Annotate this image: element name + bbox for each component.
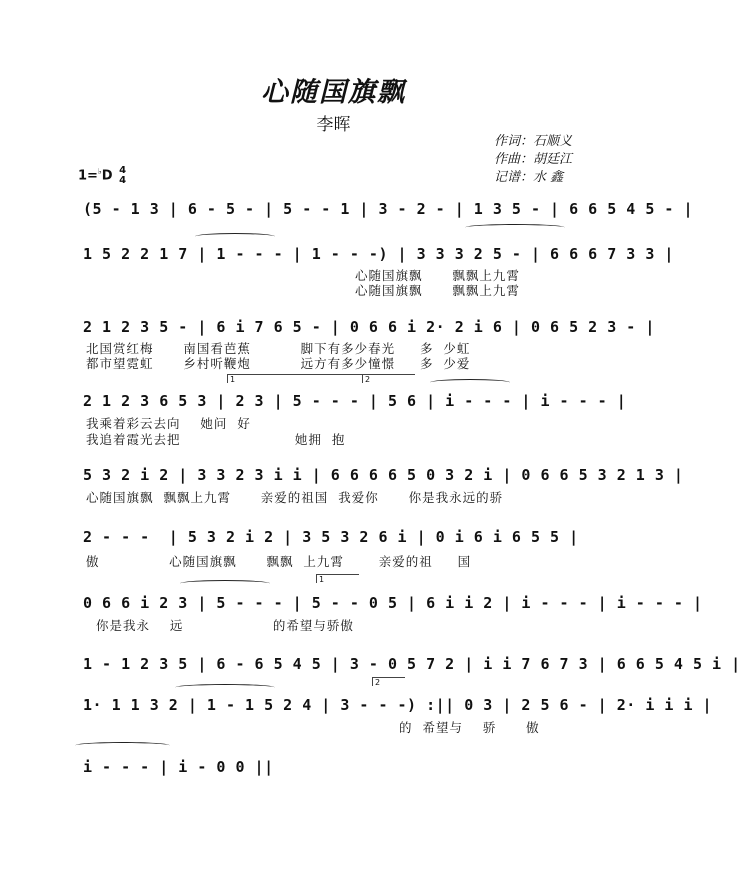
lyric-line: 心随国旗飘 飘飘上九霄 xyxy=(355,268,520,283)
lyric-line: 北国赏红梅 南国看芭蕉 脚下有多少春光 多 少虹 xyxy=(86,341,471,356)
notation-row: 2 1 2 3 6 5 3 | 2 3 | 5 - - - | 5 6 | i - - - | i - - - | xyxy=(83,392,627,410)
volta-label: 2 xyxy=(375,678,381,687)
notation-row: 2 - - - | 5 3 2 i 2 | 3 5 3 2 6 i | 0 i 6 i 6 5 5 | xyxy=(83,528,579,546)
lyric-line: 的 希望与 骄 傲 xyxy=(399,720,540,735)
slur-mark xyxy=(180,580,270,587)
notation-row: i - - - | i - 0 0 || xyxy=(83,758,274,776)
lyric-line: 心随国旗飘 飘飘上九霄 亲爱的祖国 我爱你 你是我永远的骄 xyxy=(86,490,504,505)
volta-2-bracket xyxy=(362,374,415,383)
key-note: D xyxy=(101,168,113,184)
time-bottom: 4 xyxy=(119,175,127,186)
composer-credit: 作曲：胡廷江 xyxy=(494,152,573,167)
notation-row: 2 1 2 3 5 - | 6 i 7 6 5 - | 0 6 6 i 2· 2 i 6 | 0 6 5 2 3 - | xyxy=(83,318,655,336)
notation-row: (5 - 1 3 | 6 - 5 - | 5 - - 1 | 3 - 2 - | 1 3 5 - | 6 6 5 4 5 - | xyxy=(83,200,693,218)
volta-label: 2 xyxy=(365,375,371,384)
lyric-line: 傲 心随国旗飘 飘飘 上九霄 亲爱的祖 国 xyxy=(86,554,472,569)
transcriber-credit: 记谱：水 鑫 xyxy=(494,170,564,185)
key-flat: ♭ xyxy=(97,167,102,177)
notation-row: 1 - 1 2 3 5 | 6 - 6 5 4 5 | 3 - 0 5 7 2 | i i 7 6 7 3 | 6 6 5 4 5 i | xyxy=(83,655,741,673)
song-title: 心随国旗飘 xyxy=(261,77,406,108)
lyric-line: 你是我永 远 的希望与骄傲 xyxy=(86,618,354,633)
notation-row: 1· 1 1 3 2 | 1 - 1 5 2 4 | 3 - - -) :|| 0 3 | 2 5 6 - | 2· i i i | xyxy=(83,696,713,714)
volta-label: 1 xyxy=(230,375,236,384)
time-signature xyxy=(119,166,126,186)
slur-mark xyxy=(430,379,510,386)
key-prefix: 1= xyxy=(78,168,98,184)
volta-2-bracket xyxy=(372,677,405,686)
volta-1-bracket xyxy=(316,574,359,583)
slur-mark xyxy=(175,684,275,691)
lyric-line: 都市望霓虹 乡村听鞭炮 远方有多少憧憬 多 少爱 xyxy=(86,356,471,371)
credits-block xyxy=(494,133,572,187)
notation-row: 0 6 6 i 2 3 | 5 - - - | 5 - - 0 5 | 6 i i 2 | i - - - | i - - - | xyxy=(83,594,703,612)
time-top: 4 xyxy=(119,165,127,176)
volta-1-bracket xyxy=(227,374,365,383)
singer-name: 李晖 xyxy=(316,115,351,135)
notation-row: 1 5 2 2 1 7 | 1 - - - | 1 - - -) | 3 3 3 2 5 - | 6 6 6 7 3 3 | xyxy=(83,245,674,263)
lyric-line: 我追着霞光去把 她拥 抱 xyxy=(86,432,346,447)
lyricist-credit: 作词：石顺义 xyxy=(494,134,573,149)
slur-mark xyxy=(195,233,275,240)
lyric-line: 我乘着彩云去向 她问 好 xyxy=(86,416,251,431)
slur-mark xyxy=(75,742,170,749)
slur-mark xyxy=(465,224,565,231)
lyric-line: 心随国旗飘 飘飘上九霄 xyxy=(355,283,520,298)
notation-row: 5 3 2 i 2 | 3 3 2 3 i i | 6 6 6 6 5 0 3 2 i | 0 6 6 5 3 2 1 3 | xyxy=(83,466,684,484)
key-signature xyxy=(78,166,126,186)
volta-label: 1 xyxy=(319,575,325,584)
